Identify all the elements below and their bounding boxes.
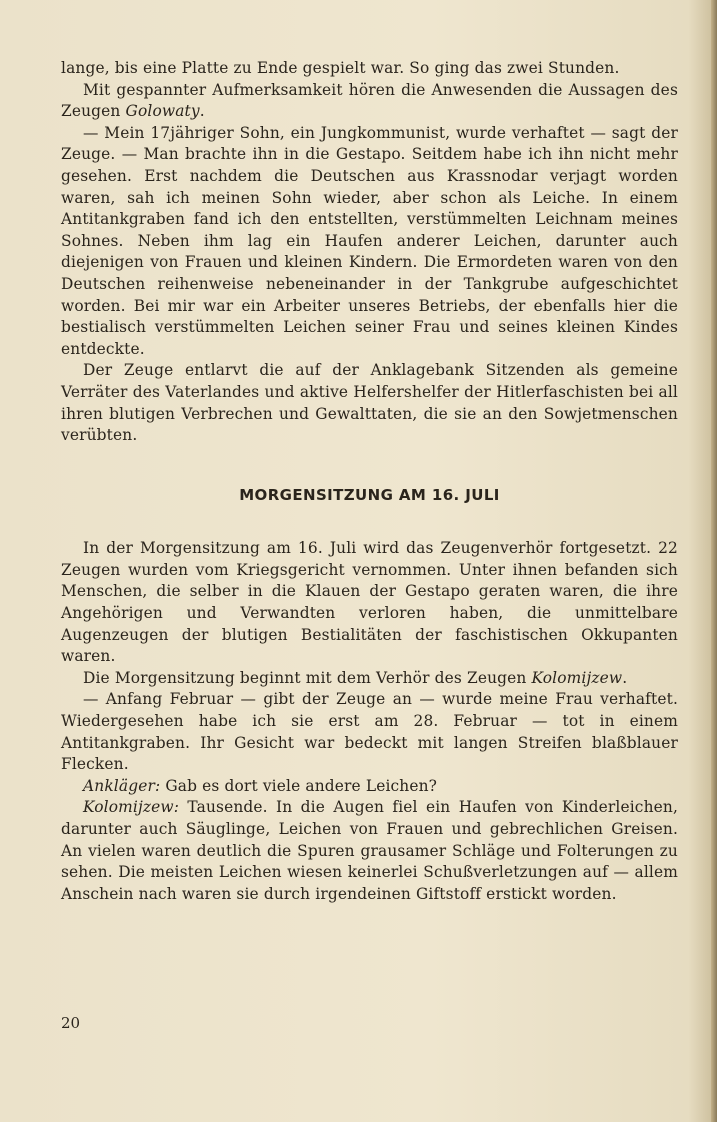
text-block (61, 58, 678, 905)
paragraph-tail: . (622, 668, 628, 687)
paragraph-text: In der Morgensitzung am 16. Juli wird das Zeugenverhör fortgesetzt. 22 Zeugen wurden vom Kriegsgericht vernommen. Unter ihnen befanden sich Menschen, die selber in die Klauen der Gestapo geraten waren, die ihre Angehörigen und Verwandten verloren haben, die unmittelbare Augenzeugen der blutigen Bestialitäten der faschistischen Okkupanten waren. (61, 539, 678, 666)
top-paragraphs (61, 58, 678, 447)
paragraph-text: Gab es dort viele andere Leichen? (160, 776, 438, 795)
page-number: 20 (61, 1014, 81, 1032)
paragraph (61, 80, 678, 123)
paragraph-text: lange, bis eine Platte zu Ende gespielt war. So ging das zwei Stunden. (61, 59, 620, 77)
paragraph (61, 668, 678, 690)
witness-name: Golowaty (125, 102, 200, 121)
speaker-name: Kolomijzew: (83, 798, 180, 817)
paragraph (61, 360, 678, 446)
speaker-name: Ankläger: (83, 776, 161, 795)
paragraph-text: Die Morgensitzung beginnt mit dem Verhör des Zeugen (83, 668, 532, 687)
paragraph (61, 689, 678, 775)
paragraph (61, 123, 678, 361)
paragraph-text: Der Zeuge entlarvt die auf der Anklagebank Sitzenden als gemeine Verräter des Vaterlandes und aktive Helfershelfer der Hitlerfaschisten bei all ihren blutigen Verbrechen und Gewalttaten, die sie an den Sowjetmenschen verübten. (61, 361, 678, 445)
paragraph-text: Mit gespannter Aufmerksamkeit hören die Anwesenden die Aussagen des Zeugen (61, 80, 678, 121)
paragraph (61, 538, 678, 668)
paragraph (61, 58, 678, 80)
witness-name: Kolomijzew (531, 668, 623, 687)
section-title: MORGENSITZUNG AM 16. JULI (239, 485, 500, 504)
paragraph-text: — Mein 17jähriger Sohn, ein Jungkommunist, wurde verhaftet — sagt der Zeuge. — Man brachte ihn in die Gestapo. Seitdem habe ich ihn nicht mehr gesehen. Erst nachdem die Deutschen aus Krassnodar verjagt worden waren, sah ich meinen Sohn wieder, aber schon als Leiche. In einem Antitankgraben fand ich den entstellten, verstümmelten Leichnam meines Sohnes. Neben ihm lag ein Haufen anderer Leichen, darunter auch diejenigen von Frauen und kleinen Kindern. Die Ermordeten waren von den Deutschen reihenweise nebeneinander in der Tankgrube aufgeschichtet worden. Bei mir war ein Arbeiter unseres Betriebs, der ebenfalls hier die bestialisch verstümmelten Leichen seiner Frau und seines kleinen Kindes entdeckte. (61, 123, 678, 358)
paragraph-text: Tausende. In die Augen fiel ein Haufen von Kinderleichen, darunter auch Säuglinge, Leichen von Frauen und gebrechlichen Greisen. An vielen waren deutlich die Spuren grausamer Schläge und Folterungen zu sehen. Die meisten Leichen wiesen keinerlei Schußverletzungen auf — allem Anschein nach waren sie durch irgendeinen Giftstoff erstickt worden. (61, 798, 678, 903)
page-edge-shadow (711, 0, 717, 1122)
paragraph (61, 797, 678, 905)
paragraph (61, 776, 678, 798)
paragraph-tail: . (199, 102, 205, 121)
paragraph-text: — Anfang Februar — gibt der Zeuge an — wurde meine Frau verhaftet. Wiedergesehen habe ich sie erst am 28. Februar — tot in einem Antitankgraben. Ihr Gesicht war bedeckt mit langen Streifen blaßblauer Flecken. (61, 690, 678, 774)
bottom-paragraphs (61, 538, 678, 905)
